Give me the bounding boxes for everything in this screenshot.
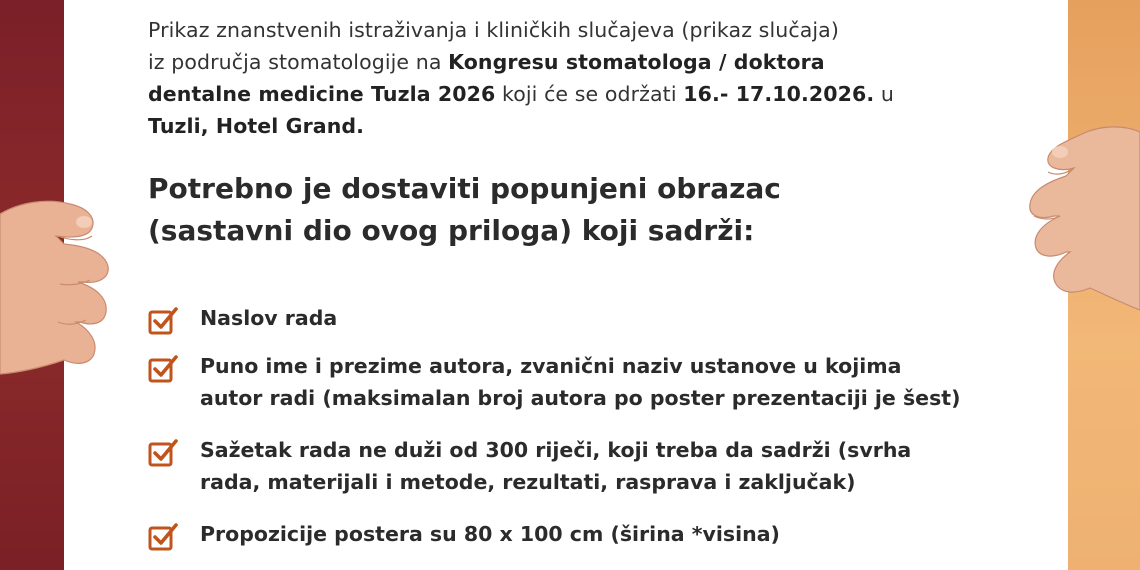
checkbox-check-icon <box>148 438 178 468</box>
checkbox-check-icon <box>148 306 178 336</box>
requirement-line: Naslov rada <box>200 306 338 330</box>
checkbox-check-icon <box>148 522 178 552</box>
congress-dates: 16.- 17.10.2026. <box>683 82 875 106</box>
intro-text: u <box>874 82 894 106</box>
congress-name-cont: dentalne medicine Tuzla 2026 <box>148 82 496 106</box>
left-hand-icon <box>0 196 118 382</box>
intro-paragraph <box>148 14 928 142</box>
heading-line-2: (sastavni dio ovog priloga) koji sadrži: <box>148 214 755 247</box>
requirement-text <box>200 434 1000 498</box>
requirement-line: Sažetak rada ne duži od 300 riječi, koji treba da sadrži (svrha <box>200 438 912 462</box>
right-hand-icon <box>1026 124 1140 314</box>
intro-text: iz područja stomatologije na <box>148 50 449 74</box>
requirement-text <box>200 518 1000 550</box>
intro-text: koji će se održati <box>495 82 684 106</box>
requirement-line: autor radi (maksimalan broj autora po poster prezentaciji je šest) <box>200 386 961 410</box>
requirements-heading <box>148 168 868 252</box>
congress-name: Kongresu stomatologa / doktora <box>448 50 825 74</box>
requirement-text <box>200 302 1000 334</box>
intro-line-4 <box>148 110 928 142</box>
heading-line-1: Potrebno je dostaviti popunjeni obrazac <box>148 172 781 205</box>
intro-line-1: Prikaz znanstvenih istraživanja i kliničkih slučajeva (prikaz slučaja) <box>148 18 839 42</box>
requirement-line: Propozicije postera su 80 x 100 cm (širina *visina) <box>200 522 780 546</box>
intro-line-2 <box>148 46 928 78</box>
requirement-line: Puno ime i prezime autora, zvanični naziv ustanove u kojima <box>200 354 902 378</box>
requirement-line: rada, materijali i metode, rezultati, rasprava i zaključak) <box>200 470 856 494</box>
requirement-text <box>200 350 1000 414</box>
intro-line-3 <box>148 78 928 110</box>
checkbox-check-icon <box>148 354 178 384</box>
congress-venue: Tuzli, Hotel Grand. <box>148 114 365 138</box>
